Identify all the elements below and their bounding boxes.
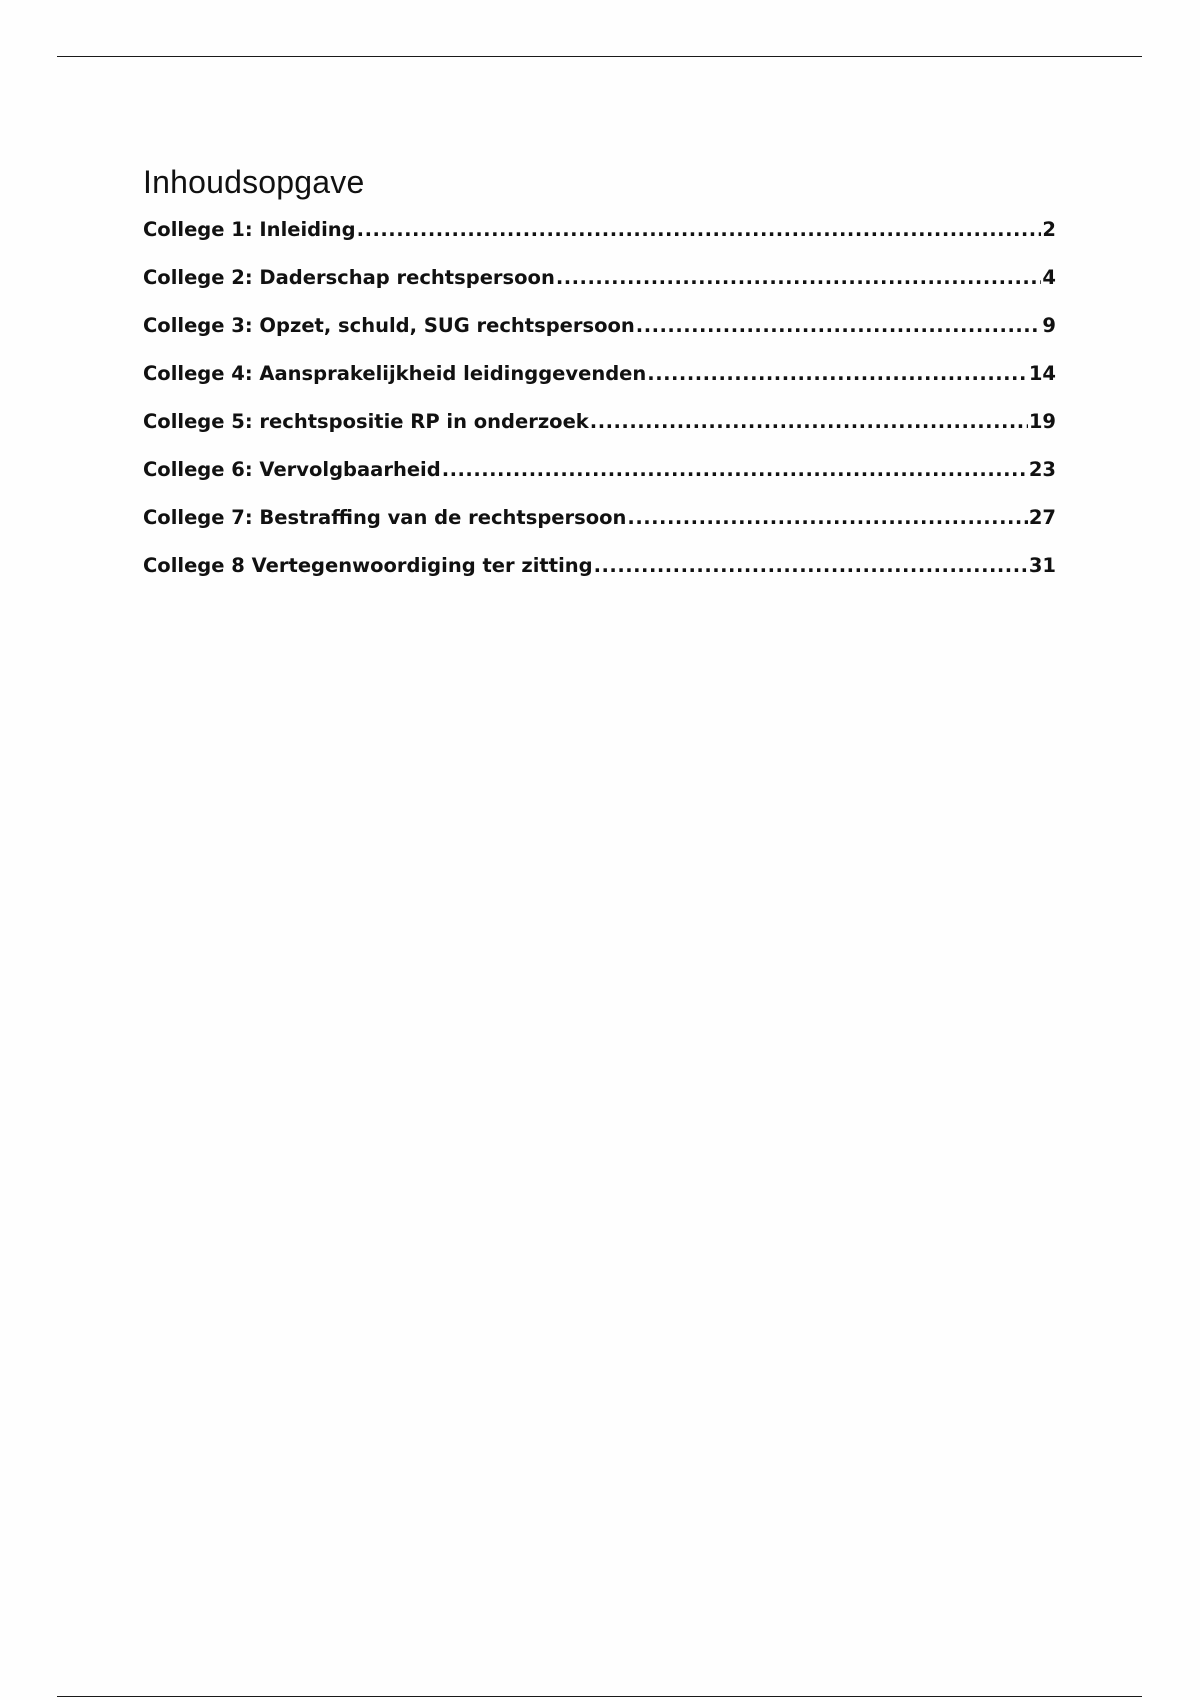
dot-leader <box>442 458 1028 481</box>
toc-entry-page: 27 <box>1028 505 1056 529</box>
toc-entry-college-6[interactable] <box>143 458 1056 506</box>
toc-entry-page: 19 <box>1028 409 1056 433</box>
toc-entry-label: College 5: rechtspositie RP in onderzoek <box>143 409 589 433</box>
toc-entry-page: 23 <box>1028 457 1056 481</box>
dot-leader <box>627 506 1027 529</box>
dot-leader <box>647 362 1028 385</box>
toc-entry-college-4[interactable] <box>143 362 1056 410</box>
toc-entry-college-1[interactable] <box>143 218 1056 266</box>
toc-entry-label: College 8 Vertegenwoordiging ter zitting <box>143 553 593 577</box>
dot-leader <box>556 266 1042 289</box>
toc-list <box>143 218 1056 602</box>
header-rule <box>57 56 1142 57</box>
toc-entry-page: 4 <box>1042 265 1056 289</box>
table-of-contents <box>143 164 1056 602</box>
dot-leader <box>357 218 1042 241</box>
footer-rule <box>57 1696 1142 1697</box>
dot-leader <box>594 554 1028 577</box>
toc-entry-label: College 6: Vervolgbaarheid <box>143 457 441 481</box>
toc-entry-label: College 3: Opzet, schuld, SUG rechtspersoon <box>143 313 635 337</box>
toc-entry-page: 31 <box>1028 553 1056 577</box>
toc-entry-college-8[interactable] <box>143 554 1056 602</box>
toc-entry-label: College 4: Aansprakelijkheid leidinggevenden <box>143 361 647 385</box>
toc-entry-page: 9 <box>1042 313 1056 337</box>
toc-title: Inhoudsopgave <box>143 164 365 200</box>
toc-entry-college-3[interactable] <box>143 314 1056 362</box>
toc-entry-college-7[interactable] <box>143 506 1056 554</box>
dot-leader <box>636 314 1042 337</box>
toc-entry-college-2[interactable] <box>143 266 1056 314</box>
dot-leader <box>590 410 1028 433</box>
toc-entry-college-5[interactable] <box>143 410 1056 458</box>
toc-entry-page: 2 <box>1042 217 1056 241</box>
toc-entry-label: College 1: Inleiding <box>143 217 356 241</box>
toc-entry-label: College 7: Bestraffing van de rechtspersoon <box>143 505 627 529</box>
toc-entry-label: College 2: Daderschap rechtspersoon <box>143 265 555 289</box>
toc-entry-page: 14 <box>1028 361 1056 385</box>
